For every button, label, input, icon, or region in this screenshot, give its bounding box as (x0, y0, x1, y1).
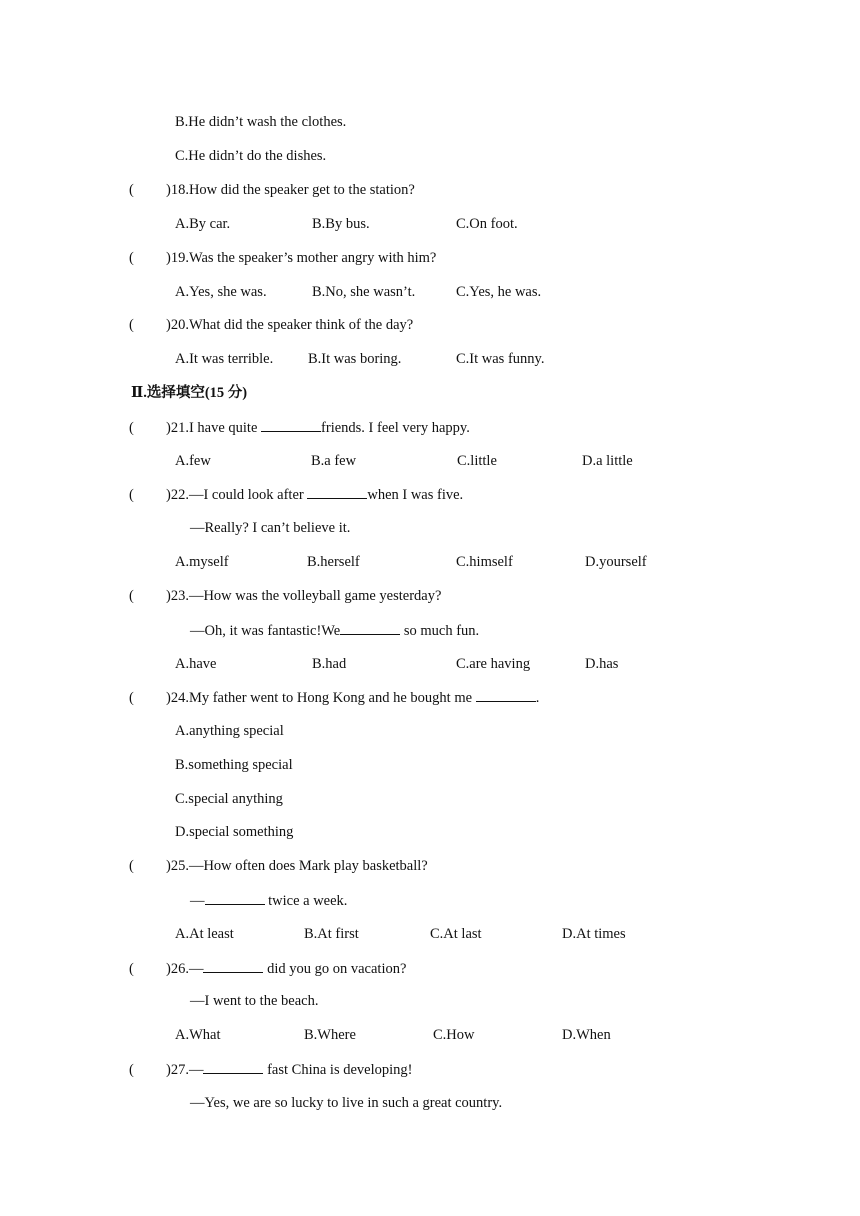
q26-text-pre: )26.— (166, 961, 204, 977)
answer-blank (261, 418, 321, 432)
answer-blank (340, 621, 400, 635)
q23-text: )23.—How was the volleyball game yesterday? (166, 588, 442, 604)
q24-option-d: D.special something (175, 824, 294, 840)
q19-option-a: A.Yes, she was. (175, 284, 267, 300)
q25-reply (190, 891, 347, 910)
answer-paren: ( (129, 961, 134, 977)
q24-option-b: B.something special (175, 757, 293, 773)
q26-reply: —I went to the beach. (190, 993, 319, 1009)
q20-option-a: A.It was terrible. (175, 351, 274, 367)
q22-text-pre: )22.—I could look after (166, 487, 308, 503)
q18-text: )18.How did the speaker get to the station? (166, 182, 415, 198)
q20-text: )20.What did the speaker think of the day? (166, 317, 414, 333)
answer-paren: ( (129, 1062, 134, 1078)
answer-blank (476, 688, 536, 702)
q25-option-b: B.At first (304, 926, 359, 942)
q25-option-d: D.At times (562, 926, 626, 942)
answer-paren: ( (129, 690, 134, 706)
q25-stem (129, 857, 428, 875)
q21-text-post: friends. I feel very happy. (321, 420, 470, 436)
q21-option-b: B.a few (311, 453, 357, 469)
q22-option-b: B.herself (307, 554, 360, 570)
q18-option-a: A.By car. (175, 216, 231, 232)
q24-text-post: . (535, 690, 540, 706)
q23-option-d: D.has (585, 656, 619, 672)
answer-paren: ( (129, 250, 134, 266)
q18-stem (129, 181, 415, 199)
q21-text-pre: )21.I have quite (166, 420, 262, 436)
q26-option-a: A.What (175, 1027, 221, 1043)
q25-option-c: C.At last (430, 926, 482, 942)
q21-option-c: C.little (457, 453, 497, 469)
q24-text-pre: )24.My father went to Hong Kong and he bought me (166, 690, 476, 706)
q25-reply-post: twice a week. (264, 893, 348, 909)
q25-reply-pre: — (190, 893, 205, 909)
q21-stem (129, 418, 470, 437)
q17-option-b: B.He didn’t wash the clothes. (175, 114, 347, 130)
q22-option-d: D.yourself (585, 554, 647, 570)
answer-paren: ( (129, 858, 134, 874)
q27-text-post: fast China is developing! (263, 1062, 413, 1078)
q25-option-a: A.At least (175, 926, 234, 942)
q25-text: )25.—How often does Mark play basketball? (166, 858, 428, 874)
answer-paren: ( (129, 317, 134, 333)
q22-option-a: A.myself (175, 554, 229, 570)
answer-blank (307, 485, 367, 499)
q22-stem (129, 485, 463, 504)
section-heading: Ⅱ.选择填空(15 分) (131, 385, 248, 401)
q23-option-a: A.have (175, 656, 217, 672)
answer-blank (203, 1060, 263, 1074)
q26-text-post: did you go on vacation? (263, 961, 407, 977)
q27-stem (129, 1060, 412, 1079)
q23-option-b: B.had (312, 656, 347, 672)
q22-option-c: C.himself (456, 554, 513, 570)
q22-text-post: when I was five. (367, 487, 464, 503)
q20-option-c: C.It was funny. (456, 351, 545, 367)
q17-option-c: C.He didn’t do the dishes. (175, 148, 327, 164)
q20-stem (129, 316, 413, 334)
q23-stem (129, 587, 441, 605)
q21-option-d: D.a little (582, 453, 633, 469)
q26-option-b: B.Where (304, 1027, 356, 1043)
answer-paren: ( (129, 487, 134, 503)
q19-option-c: C.Yes, he was. (456, 284, 542, 300)
q21-option-a: A.few (175, 453, 211, 469)
q24-option-c: C.special anything (175, 791, 283, 807)
answer-blank (205, 891, 265, 905)
answer-blank (203, 959, 263, 973)
q26-option-c: C.How (433, 1027, 475, 1043)
q26-stem (129, 959, 406, 978)
q19-option-b: B.No, she wasn’t. (312, 284, 416, 300)
q27-text-pre: )27.— (166, 1062, 204, 1078)
q18-option-b: B.By bus. (312, 216, 370, 232)
answer-paren: ( (129, 588, 134, 604)
q19-stem (129, 249, 436, 267)
q23-reply-post: so much fun. (400, 623, 480, 639)
q26-option-d: D.When (562, 1027, 611, 1043)
q24-option-a: A.anything special (175, 723, 284, 739)
q19-text: )19.Was the speaker’s mother angry with him? (166, 250, 437, 266)
q24-stem (129, 688, 539, 707)
q23-reply-pre: —Oh, it was fantastic!We (190, 623, 341, 639)
q27-reply: —Yes, we are so lucky to live in such a great country. (190, 1095, 503, 1111)
q18-option-c: C.On foot. (456, 216, 518, 232)
q23-reply (190, 621, 479, 640)
q22-reply: —Really? I can’t believe it. (190, 520, 351, 536)
q23-option-c: C.are having (456, 656, 531, 672)
answer-paren: ( (129, 420, 134, 436)
answer-paren: ( (129, 182, 134, 198)
q20-option-b: B.It was boring. (308, 351, 402, 367)
